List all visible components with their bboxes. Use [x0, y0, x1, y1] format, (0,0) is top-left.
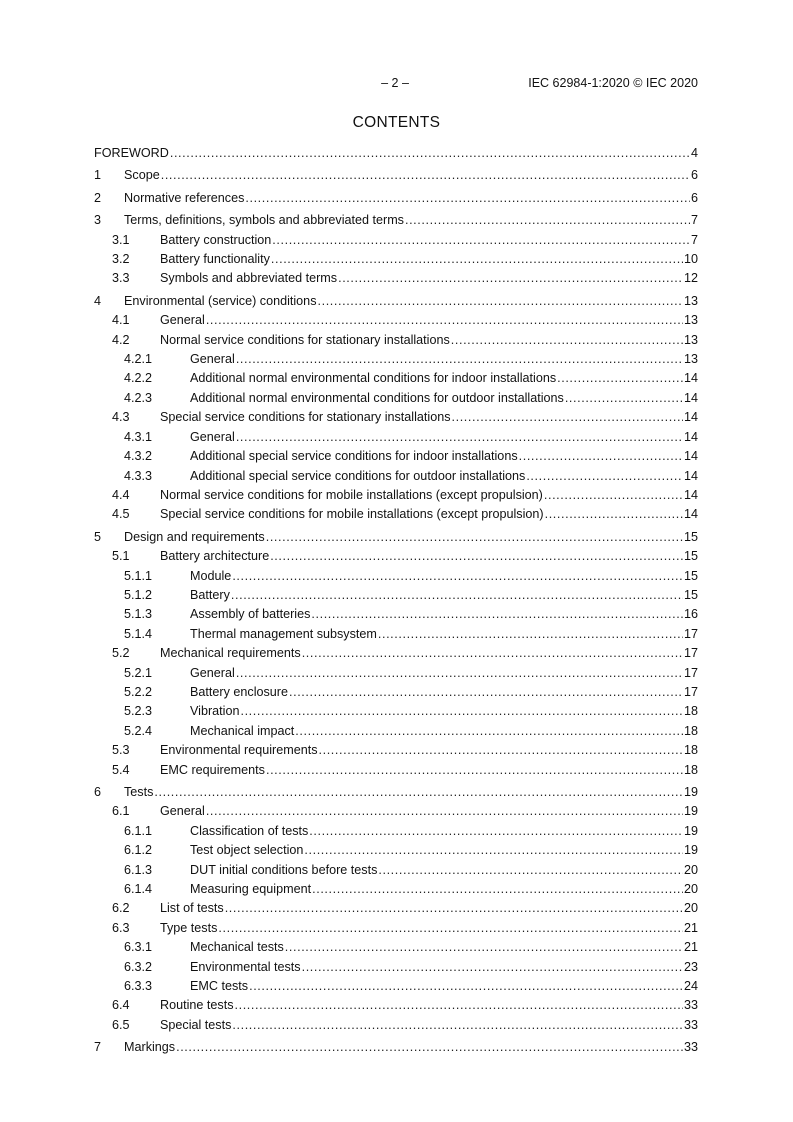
toc-entry-label: Additional special service conditions for outdoor installations — [190, 468, 526, 483]
toc-entry-label: Additional special service conditions for indoor installations — [190, 449, 518, 464]
toc-entry-label: Assembly of batteries — [190, 607, 311, 622]
toc-entry[interactable] — [94, 958, 698, 977]
toc-entry[interactable] — [94, 1038, 698, 1057]
toc-entry-page: 7 — [690, 232, 698, 247]
toc-entry-label: Routine tests — [160, 998, 234, 1013]
toc-entry-label: Markings — [124, 1040, 176, 1055]
toc-entry-label: General — [190, 665, 235, 680]
toc-entry-number: 5.1 — [112, 549, 130, 564]
toc-leader-dots — [304, 841, 683, 860]
toc-leader-dots — [272, 231, 690, 250]
toc-leader-dots — [451, 331, 683, 350]
toc-entry-label: Vibration — [190, 704, 240, 719]
toc-entry-number: 7 — [94, 1040, 102, 1055]
toc-entry-label: General — [160, 313, 205, 328]
toc-leader-dots — [236, 350, 683, 369]
toc-entry-page: 14 — [683, 371, 698, 386]
toc-entry-number: 5.1.2 — [124, 587, 153, 602]
table-of-contents — [94, 144, 698, 1058]
toc-entry-page: 23 — [683, 959, 698, 974]
toc-leader-dots — [170, 144, 690, 163]
toc-entry[interactable] — [94, 408, 698, 427]
toc-entry-number: 6.1.1 — [124, 823, 153, 838]
toc-entry-label: Classification of tests — [190, 823, 309, 838]
toc-entry-page: 20 — [683, 862, 698, 877]
toc-entry[interactable] — [94, 841, 698, 860]
toc-entry-number: 3.1 — [112, 232, 130, 247]
toc-entry-number: 5.2.1 — [124, 665, 153, 680]
toc-entry-label: Symbols and abbreviated terms — [160, 271, 338, 286]
toc-entry-page: 17 — [683, 665, 698, 680]
toc-entry-page: 15 — [683, 529, 698, 544]
toc-leader-dots — [557, 369, 683, 388]
toc-entry[interactable] — [94, 292, 698, 311]
toc-leader-dots — [270, 547, 683, 566]
toc-entry-number: 4.4 — [112, 487, 130, 502]
toc-entry-number: 6.1 — [112, 804, 130, 819]
toc-entry-page: 15 — [683, 568, 698, 583]
toc-entry-label: List of tests — [160, 901, 224, 916]
toc-entry-label: EMC requirements — [160, 762, 265, 777]
toc-entry-number: 5.4 — [112, 762, 130, 777]
toc-entry[interactable] — [94, 625, 698, 644]
toc-leader-dots — [232, 567, 683, 586]
toc-entry-label: Normal service conditions for mobile installations (except propulsion) — [160, 487, 543, 502]
toc-entry-number: 6.3.2 — [124, 959, 153, 974]
toc-entry-page: 14 — [683, 390, 698, 405]
toc-entry[interactable] — [94, 166, 698, 185]
toc-entry-number: 6.4 — [112, 998, 130, 1013]
toc-leader-dots — [526, 467, 683, 486]
toc-leader-dots — [240, 702, 683, 721]
toc-leader-dots — [154, 783, 683, 802]
toc-leader-dots — [225, 899, 683, 918]
toc-entry[interactable] — [94, 977, 698, 996]
toc-entry-label: EMC tests — [190, 979, 249, 994]
toc-entry[interactable] — [94, 211, 698, 230]
toc-entry[interactable] — [94, 467, 698, 486]
toc-entry-label: Environmental tests — [190, 959, 301, 974]
toc-entry[interactable] — [94, 528, 698, 547]
page-title: CONTENTS — [352, 114, 441, 131]
toc-entry[interactable] — [94, 447, 698, 466]
toc-entry-page: 13 — [683, 313, 698, 328]
toc-entry-page: 14 — [683, 487, 698, 502]
toc-entry-page: 12 — [683, 271, 698, 286]
toc-entry-number: 5.2 — [112, 646, 130, 661]
toc-entry-number: 4.2.3 — [124, 390, 153, 405]
toc-entry[interactable] — [94, 331, 698, 350]
toc-entry-label: Scope — [124, 168, 160, 183]
toc-entry-label: Mechanical tests — [190, 940, 284, 955]
toc-entry-page: 20 — [683, 901, 698, 916]
toc-entry-number: 4.3.3 — [124, 468, 153, 483]
toc-leader-dots — [519, 447, 683, 466]
toc-leader-dots — [295, 722, 683, 741]
toc-entry-number: 5.2.3 — [124, 704, 153, 719]
toc-entry-number: 3 — [94, 213, 102, 228]
toc-leader-dots — [266, 761, 683, 780]
toc-entry-number: 5.2.2 — [124, 684, 153, 699]
toc-entry[interactable] — [94, 996, 698, 1015]
toc-entry-number: 5.3 — [112, 743, 130, 758]
toc-entry[interactable] — [94, 505, 698, 524]
toc-entry-page: 16 — [683, 607, 698, 622]
toc-entry-number: 4.2.2 — [124, 371, 153, 386]
toc-leader-dots — [311, 605, 683, 624]
toc-leader-dots — [405, 211, 690, 230]
toc-entry[interactable] — [94, 250, 698, 269]
toc-entry-number: 6.3.3 — [124, 979, 153, 994]
toc-entry[interactable] — [94, 428, 698, 447]
toc-entry-label: Environmental requirements — [160, 743, 318, 758]
toc-leader-dots — [318, 292, 683, 311]
toc-entry-label: DUT initial conditions before tests — [190, 862, 378, 877]
toc-entry-label: Special service conditions for stationary installations — [160, 410, 451, 425]
toc-entry[interactable] — [94, 269, 698, 288]
toc-entry-page: 4 — [690, 146, 698, 160]
toc-entry-number: 3.2 — [112, 252, 130, 267]
document-reference: IEC 62984-1:2020 © IEC 2020 — [528, 76, 698, 90]
toc-entry[interactable] — [94, 802, 698, 821]
toc-leader-dots — [545, 505, 683, 524]
toc-leader-dots — [309, 822, 683, 841]
toc-entry-label: Thermal management subsystem — [190, 626, 377, 641]
toc-leader-dots — [565, 389, 683, 408]
toc-entry-number: 6.5 — [112, 1017, 130, 1032]
toc-entry-page: 14 — [683, 429, 698, 444]
toc-entry[interactable] — [94, 586, 698, 605]
toc-entry[interactable] — [94, 644, 698, 663]
toc-entry-label: Battery enclosure — [190, 684, 289, 699]
toc-leader-dots — [236, 664, 683, 683]
toc-entry[interactable] — [94, 722, 698, 741]
toc-entry-number: 4.2.1 — [124, 352, 153, 367]
toc-entry-label: Battery architecture — [160, 549, 270, 564]
toc-entry-number: 4.1 — [112, 313, 130, 328]
toc-entry-label: Mechanical impact — [190, 723, 295, 738]
toc-entry[interactable] — [94, 938, 698, 957]
toc-leader-dots — [302, 958, 683, 977]
toc-entry[interactable] — [94, 822, 698, 841]
toc-entry[interactable] — [94, 702, 698, 721]
toc-leader-dots — [206, 311, 683, 330]
toc-entry-page: 19 — [683, 843, 698, 858]
toc-entry-label: Mechanical requirements — [160, 646, 301, 661]
toc-leader-dots — [232, 1016, 683, 1035]
toc-entry[interactable] — [94, 1016, 698, 1035]
toc-entry-label: General — [190, 429, 235, 444]
toc-entry-label: Special service conditions for mobile installations (except propulsion) — [160, 507, 544, 522]
toc-leader-dots — [266, 528, 683, 547]
toc-entry-number: 4.2 — [112, 332, 130, 347]
toc-entry-label: Test object selection — [190, 843, 304, 858]
toc-entry-number: 4.5 — [112, 507, 130, 522]
toc-entry-number: 4.3.1 — [124, 429, 153, 444]
toc-entry[interactable] — [94, 919, 698, 938]
toc-entry-label: Design and requirements — [124, 529, 265, 544]
toc-entry-page: 17 — [683, 684, 698, 699]
toc-leader-dots — [312, 880, 683, 899]
toc-entry[interactable] — [94, 231, 698, 250]
toc-leader-dots — [378, 861, 683, 880]
toc-entry-label: Battery construction — [160, 232, 272, 247]
toc-leader-dots — [378, 625, 683, 644]
toc-entry-number: 6.2 — [112, 901, 130, 916]
toc-entry[interactable] — [94, 311, 698, 330]
toc-leader-dots — [206, 802, 683, 821]
toc-entry-number: 5 — [94, 529, 102, 544]
toc-leader-dots — [218, 919, 683, 938]
toc-entry[interactable] — [94, 741, 698, 760]
toc-entry-number: 5.1.3 — [124, 607, 153, 622]
toc-entry-page: 18 — [683, 762, 698, 777]
toc-entry-label: Module — [190, 568, 232, 583]
toc-leader-dots — [231, 586, 683, 605]
toc-leader-dots — [235, 996, 683, 1015]
toc-entry[interactable] — [94, 350, 698, 369]
toc-entry-label: Measuring equipment — [190, 882, 312, 897]
toc-entry-page: 13 — [683, 293, 698, 308]
toc-entry-number: 4.3 — [112, 410, 130, 425]
toc-entry-number: 1 — [94, 168, 102, 183]
toc-entry-number: 4.3.2 — [124, 449, 153, 464]
toc-entry[interactable] — [94, 389, 698, 408]
toc-entry-page: 20 — [683, 882, 698, 897]
toc-entry-number: 6.1.2 — [124, 843, 153, 858]
toc-entry-label: FOREWORD — [94, 146, 169, 160]
toc-entry[interactable] — [94, 605, 698, 624]
toc-entry-number: 5.1.1 — [124, 568, 153, 583]
toc-entry-page: 15 — [683, 587, 698, 602]
toc-entry-label: Additional normal environmental conditions for indoor installations — [190, 371, 557, 386]
toc-leader-dots — [544, 486, 683, 505]
toc-entry[interactable] — [94, 861, 698, 880]
toc-entry-page: 7 — [690, 213, 698, 228]
toc-entry-page: 6 — [690, 190, 698, 205]
toc-entry[interactable] — [94, 189, 698, 208]
toc-entry[interactable] — [94, 880, 698, 899]
toc-entry-page: 33 — [683, 998, 698, 1013]
toc-entry[interactable] — [94, 369, 698, 388]
toc-entry-number: 6.3 — [112, 920, 130, 935]
toc-entry-label: General — [160, 804, 205, 819]
toc-entry-page: 21 — [683, 940, 698, 955]
toc-entry-number: 3.3 — [112, 271, 130, 286]
toc-leader-dots — [249, 977, 683, 996]
toc-leader-dots — [302, 644, 683, 663]
toc-entry-page: 33 — [683, 1040, 698, 1055]
toc-entry[interactable] — [94, 664, 698, 683]
toc-entry[interactable] — [94, 547, 698, 566]
toc-entry-number: 6 — [94, 785, 102, 799]
toc-entry-label: Terms, definitions, symbols and abbreviated terms — [124, 213, 404, 228]
toc-entry-page: 15 — [683, 549, 698, 564]
toc-entry-number: 4 — [94, 293, 102, 308]
toc-leader-dots — [289, 683, 683, 702]
toc-entry-page: 13 — [683, 352, 698, 367]
toc-entry-page: 18 — [683, 704, 698, 719]
toc-entry-page: 17 — [683, 626, 698, 641]
toc-entry-label: General — [190, 352, 235, 367]
toc-entry-page: 21 — [683, 920, 698, 935]
toc-entry-number: 6.3.1 — [124, 940, 153, 955]
toc-entry-number: 6.1.4 — [124, 882, 153, 897]
toc-leader-dots — [245, 189, 690, 208]
page-header — [0, 76, 793, 92]
toc-entry-label: Additional normal environmental conditions for outdoor installations — [190, 390, 564, 405]
toc-entry[interactable] — [94, 899, 698, 918]
toc-entry-number: 5.1.4 — [124, 626, 153, 641]
toc-leader-dots — [161, 166, 690, 185]
toc-entry-page: 10 — [683, 252, 698, 267]
toc-entry[interactable] — [94, 486, 698, 505]
toc-entry-label: Normal service conditions for stationary installations — [160, 332, 450, 347]
toc-entry-label: Battery — [190, 587, 230, 602]
toc-leader-dots — [338, 269, 683, 288]
toc-entry-page: 19 — [683, 785, 698, 799]
toc-entry-page: 13 — [683, 332, 698, 347]
toc-entry[interactable] — [94, 567, 698, 586]
page-number: – 2 – — [381, 76, 409, 90]
toc-entry-page: 19 — [683, 804, 698, 819]
toc-leader-dots — [236, 428, 683, 447]
toc-entry[interactable] — [94, 783, 698, 802]
toc-entry-label: Battery functionality — [160, 252, 270, 267]
toc-leader-dots — [271, 250, 683, 269]
toc-entry-label: Special tests — [160, 1017, 232, 1032]
toc-entry-page: 17 — [683, 646, 698, 661]
toc-leader-dots — [176, 1038, 683, 1057]
toc-entry-page: 18 — [683, 743, 698, 758]
toc-entry-number: 5.2.4 — [124, 723, 153, 738]
toc-entry-page: 14 — [683, 507, 698, 522]
toc-entry-label: Environmental (service) conditions — [124, 293, 317, 308]
toc-entry-page: 33 — [683, 1017, 698, 1032]
toc-leader-dots — [452, 408, 683, 427]
toc-entry-page: 24 — [683, 979, 698, 994]
toc-leader-dots — [285, 938, 683, 957]
toc-entry-number: 6.1.3 — [124, 862, 153, 877]
toc-entry-page: 14 — [683, 468, 698, 483]
toc-entry-label: Tests — [124, 785, 154, 799]
toc-entry-page: 14 — [683, 449, 698, 464]
toc-entry[interactable] — [94, 683, 698, 702]
toc-entry-page: 19 — [683, 823, 698, 838]
toc-entry[interactable] — [94, 761, 698, 780]
toc-entry[interactable] — [94, 144, 698, 163]
toc-entry-page: 14 — [683, 410, 698, 425]
toc-leader-dots — [319, 741, 683, 760]
toc-entry-page: 18 — [683, 723, 698, 738]
toc-entry-label: Normative references — [124, 190, 245, 205]
toc-entry-label: Type tests — [160, 920, 218, 935]
toc-entry-number: 2 — [94, 190, 102, 205]
toc-entry-page: 6 — [690, 168, 698, 183]
